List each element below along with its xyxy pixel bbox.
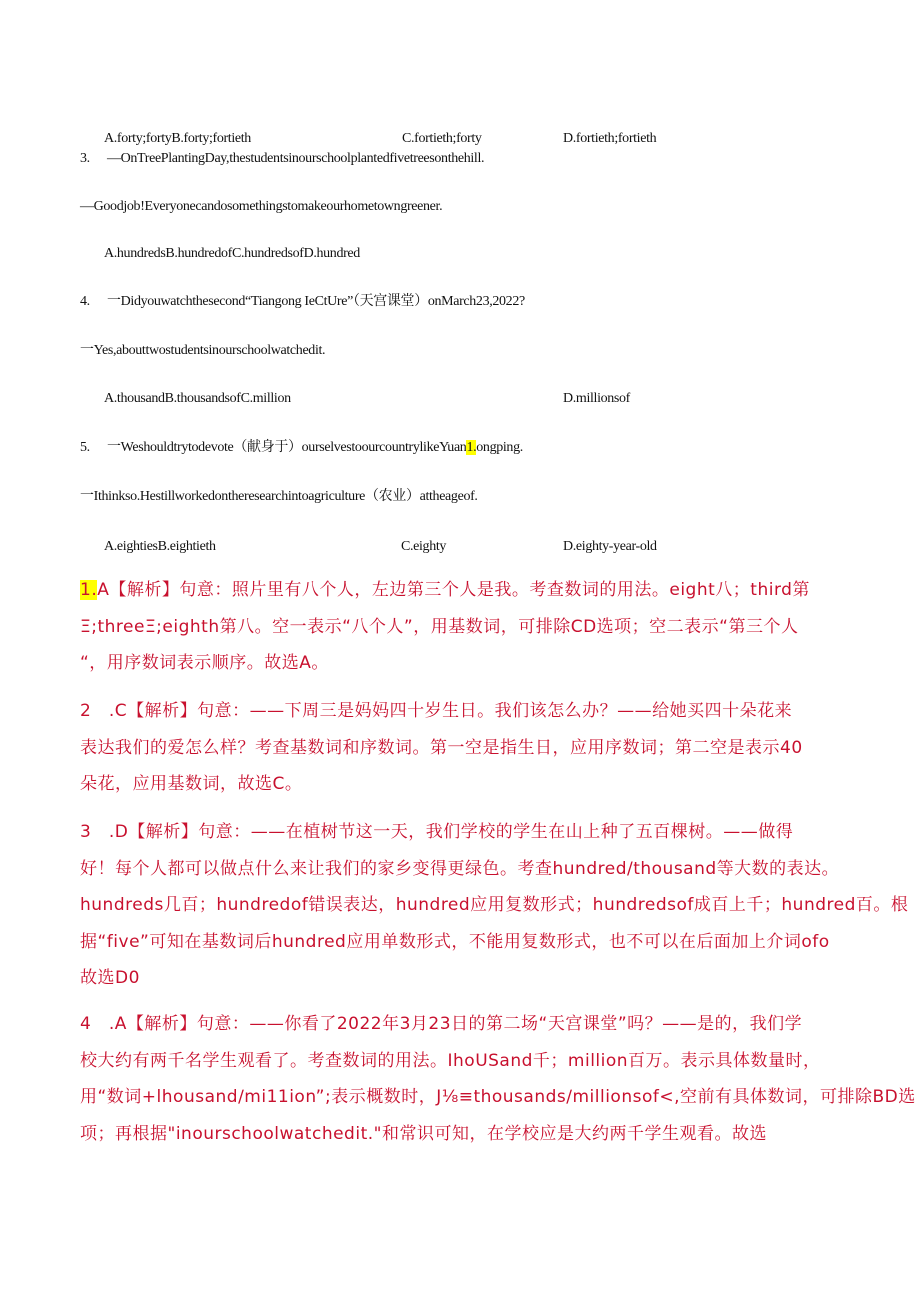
answer-4-line-1: 4 .A【解析】句意：——你看了2022年3月23日的第二场“天宫课堂”吗？——是的，我们学 [80,1014,803,1034]
answer-2-line-1: 2 .C【解析】句意：——下周三是妈妈四十岁生日。我们该怎么办？——给她买四十朵花来 [80,701,793,721]
q3-stem-text: —OnTreePlantingDay,thestudentsinourschoolplantedfivetreesonthehill. [107,151,485,166]
q4-stem-text: 一Didyouwatchthesecond“Tiangong IeCtUre”（天宫课堂）onMarch23,2022? [107,294,525,309]
answer-1-line-2: Ξ;threeΞ;eighth第八。空一表示“八个人”，用基数词，可排除CD选项；空二表示“第三个人 [80,616,799,637]
answer-3-line-4: 据“five”可知在基数词后hundred应用单数形式，不能用复数形式，也不可以在后面加上介词ofo [80,931,830,952]
q5-stem [80,439,523,457]
q3-options: A.hundredsB.hundredofC.hundredsofD.hundred [104,246,360,261]
answer-1-line-3: “，用序数词表示顺序。故选A。 [80,653,329,673]
q4-option-abc: A.thousandB.thousandsofC.million [104,391,291,406]
q5-option-c: C.eighty [401,539,447,554]
answer-3-line-1: 3 .D【解析】句意：——在植树节这一天，我们学校的学生在山上种了五百棵树。——做得 [80,822,794,842]
answer-4-line-2: 校大约有两千名学生观看了。考查数词的用法。IhoUSand千；million百万。表示具体数量时， [80,1050,821,1071]
q4-option-d: D.millionsof [563,391,630,406]
q3-number: 3. [80,151,90,166]
answer-4 [80,1006,916,1152]
answer-1-line-1 [80,572,850,609]
q3-reply: —Goodjob!Everyonecandosomethingstomakeourhometowngreener. [80,199,443,214]
answer-1 [80,572,850,682]
answer-3-line-5: 故选D0 [80,968,140,988]
q2-option-ab: A.forty;fortyB.forty;fortieth [104,131,251,146]
q5-number: 5. [80,440,90,455]
q2-options [0,130,920,148]
answer-2 [80,693,850,803]
answer-2-line-3: 朵花，应用基数词，故选C。 [80,774,303,794]
q4-reply: 一Yes,abouttwostudentsinourschoolwatchedit. [80,343,326,358]
q5-reply: 一Ithinkso.Hestillworkedontheresearchintoagriculture（农业）attheageof. [80,489,478,504]
q5-options [0,538,920,556]
q2-option-d: D.fortieth;fortieth [563,131,657,146]
answer-2-line-2: 表达我们的爱怎么样？考查基数词和序数词。第一空是指生日，应用序数词；第二空是表示40 [80,737,803,758]
q5-stem-end: ongping. [476,440,523,455]
q5-option-ab: A.eightiesB.eightieth [104,539,216,554]
q4-stem [80,293,525,311]
answer-3 [80,814,909,997]
answer-4-line-3: 用“数词+lhousand∕mi11ion”;表示概数时，J⅛≡thousands∕millionsof<,空前有具体数词，可排除BD选 [80,1087,916,1107]
q3-stem [80,150,484,168]
answer-1-number: 1. [80,580,98,600]
q4-options [0,390,920,408]
answer-3-line-2: 好！每个人都可以做点什么来让我们的家乡变得更绿色。考查hundred/thousand等大数的表达。 [80,858,840,879]
answer-3-line-3: hundreds几百；hundredof错误表达，hundred应用复数形式；hundredsof成百上千；hundred百。根 [80,895,909,915]
q2-option-c: C.fortieth;forty [402,131,482,146]
answer-4-line-4: 项；再根据"inourschoolwatchedit."和常识可知，在学校应是大约两千学生观看。故选 [80,1123,767,1144]
answer-1-line-1-text: A【解析】句意：照片里有八个人，左边第三个人是我。考查数词的用法。eight八；third第 [97,580,810,600]
q5-stem-text: 一Weshouldtrytodevote（献身于）ourselvestoourcountrylikeYuan [107,440,467,455]
q5-highlight: 1. [466,440,477,455]
q5-option-d: D.eighty-year-old [563,539,657,554]
q4-number: 4. [80,294,90,309]
